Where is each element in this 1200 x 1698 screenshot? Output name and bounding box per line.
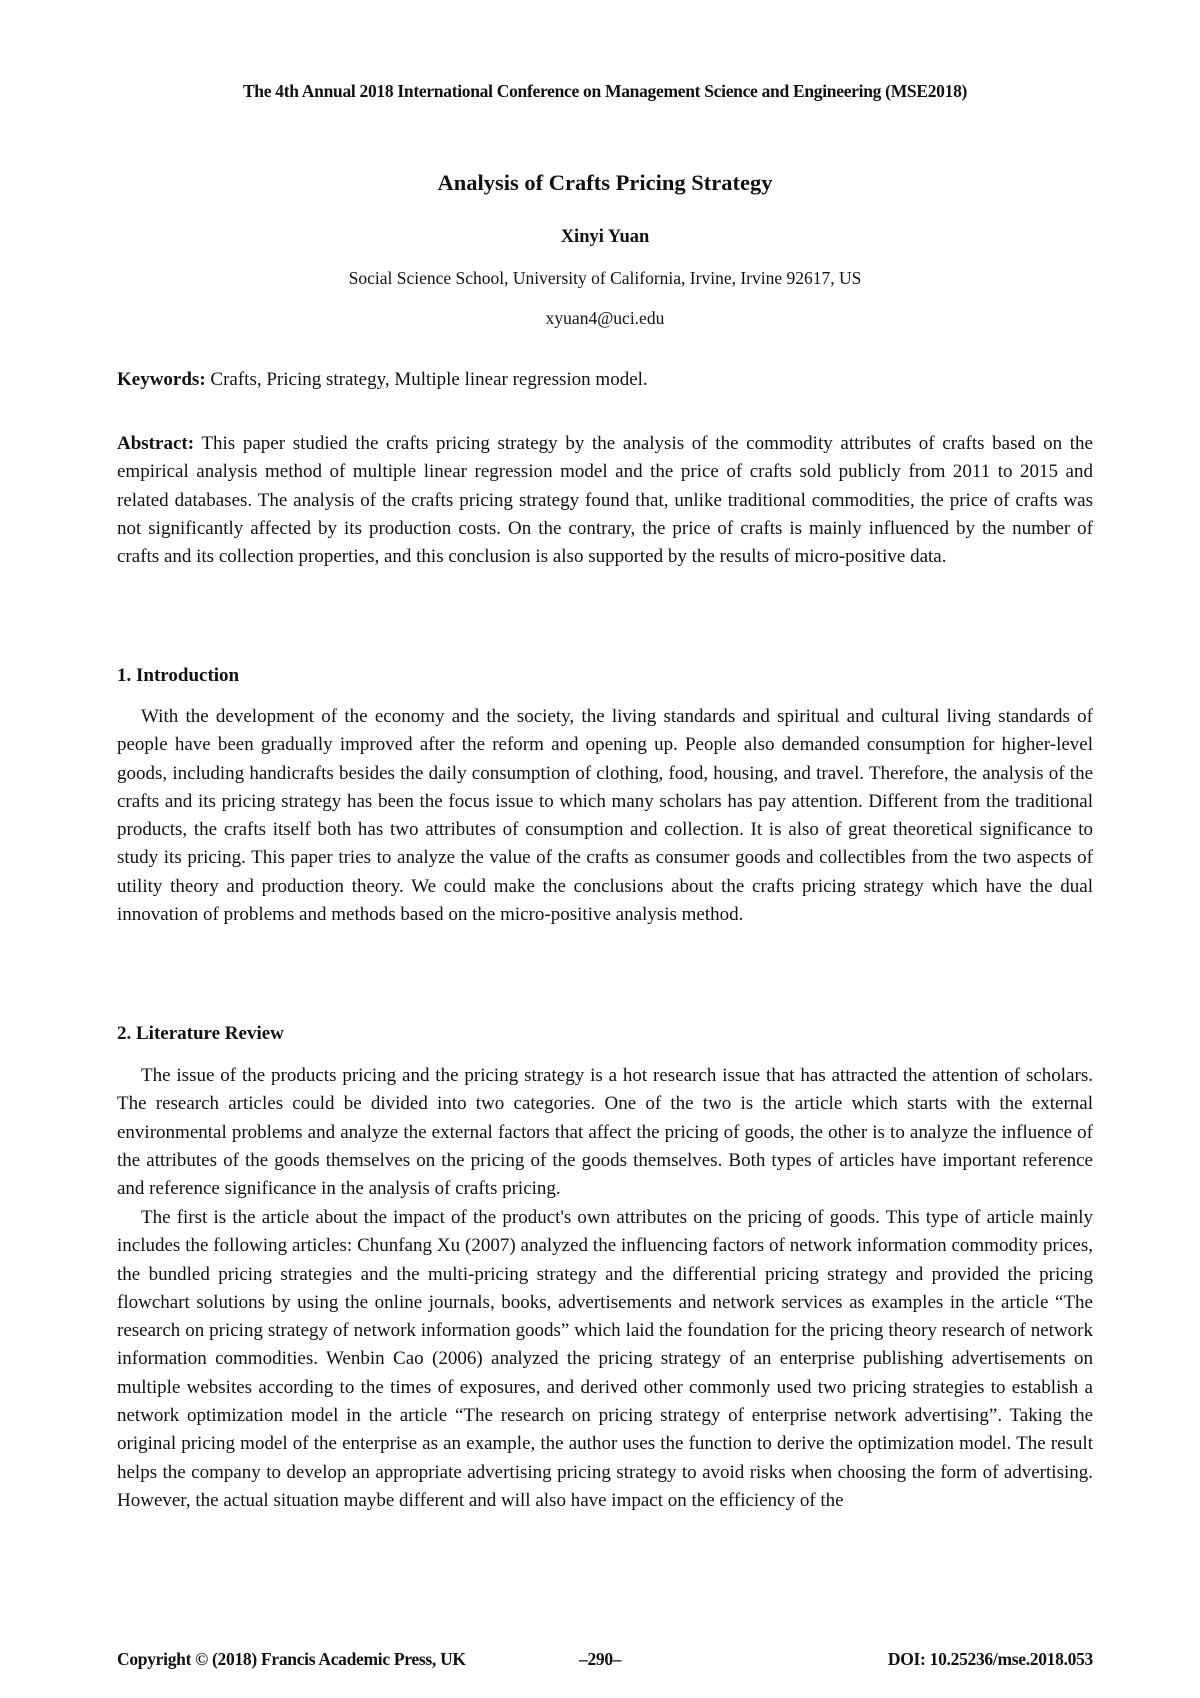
author-affiliation: Social Science School, University of California, Irvine, Irvine 92617, US (348, 268, 862, 288)
abstract-text: This paper studied the crafts pricing strategy by the analysis of the commodity attributes of crafts based on the empirical analysis method of multiple linear regression model and the price of crafts sold publicly from 2011 to 2015 and related databases. The analysis of the crafts pricing strategy found that, unlike traditional commodities, the price of crafts was not significantly affected by its production costs. On the contrary, the price of crafts is mainly influenced by the number of crafts and its collection properties, and this conclusion is also supported by the results of micro-positive data. (117, 433, 1093, 568)
paper-title: Analysis of Crafts Pricing Strategy (437, 170, 773, 195)
copyright-notice: Copyright © (2018) Francis Academic Press, UK (117, 1649, 466, 1669)
keywords-label: Keywords: (117, 369, 206, 390)
doi: DOI: 10.25236/mse.2018.053 (887, 1649, 1093, 1669)
section-heading-introduction: 1. Introduction (117, 665, 240, 686)
conference-header: The 4th Annual 2018 International Conference on Management Science and Engineering (MSE2018) (242, 81, 968, 101)
author-name: Xinyi Yuan (560, 227, 650, 247)
keywords (117, 366, 1093, 394)
literature-review-paragraph-2: The first is the article about the impact of the product's own attributes on the pricing of goods. This type of article mainly includes the following articles: Chunfang Xu (2007) analyzed the influencing factors of network information commodity prices, the bundled pricing strategies and the multi-pricing strategy and the differential pricing strategy and provided the pricing flowchart solutions by using the online journals, books, advertisements and network services as examples in the article “The research on pricing strategy of network information goods” which laid the foundation for the pricing theory research of network information commodities. Wenbin Cao (2006) analyzed the pricing strategy of an enterprise publishing advertisements on multiple websites according to the times of exposures, and derived other commonly used two pricing strategies to establish a network optimization model in the article “The research on pricing strategy of enterprise network advertising”. Taking the original pricing model of the enterprise as an example, the author uses the function to derive the optimization model. The result helps the company to develop an appropriate advertising pricing strategy to avoid risks when choosing the form of advertising. However, the actual situation maybe different and will also have impact on the efficiency of the (117, 1207, 1093, 1511)
section-heading-literature-review: 2. Literature Review (117, 1023, 284, 1044)
introduction-paragraph: With the development of the economy and the society, the living standards and spiritual and cultural living standards of people have been gradually improved after the reform and opening up. People also demanded consumption for higher-level goods, including handicrafts besides the daily consumption of clothing, food, housing, and travel. Therefore, the analysis of the crafts and its pricing strategy has been the focus issue to which many scholars has pay attention. Different from the traditional products, the crafts itself both has two attributes of consumption and collection. It is also of great theoretical significance to study its pricing. This paper tries to analyze the value of the crafts as consumer goods and collectibles from the two aspects of utility theory and production theory. We could make the conclusions about the crafts pricing strategy which have the dual innovation of problems and methods based on the micro-positive analysis method. (117, 706, 1093, 926)
abstract (117, 430, 1093, 571)
literature-review-paragraph-1: The issue of the products pricing and the pricing strategy is a hot research issue that has attracted the attention of scholars. The research articles could be divided into two categories. One of the two is the article which starts with the external environmental problems and analyze the external factors that affect the pricing of goods, the other is to analyze the influence of the attributes of the goods themselves on the pricing of the goods themselves. Both types of articles have important reference and reference significance in the analysis of crafts pricing. (117, 1065, 1093, 1200)
keywords-text: Crafts, Pricing strategy, Multiple linear regression model. (205, 369, 648, 390)
author-email: xyuan4@uci.edu (545, 308, 665, 328)
page-number: –290– (579, 1649, 622, 1669)
abstract-label: Abstract: (117, 433, 195, 454)
